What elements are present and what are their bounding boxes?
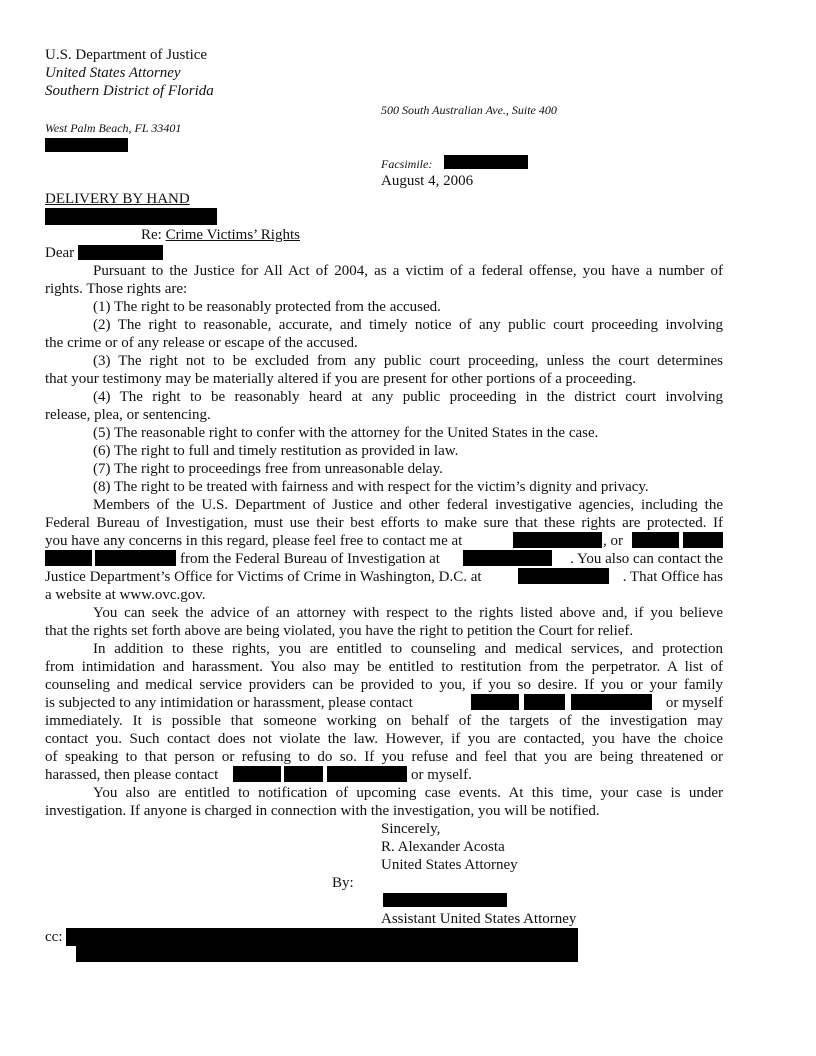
body-text: Justice Department’s Office for Victims of Crime in Washington, D.C. at [45, 569, 482, 585]
salutation [45, 244, 163, 262]
right-2-cont: the crime or of any release or escape of the accused. [45, 335, 358, 351]
right-6: (6) The right to full and timely restitution as provided in law. [93, 443, 459, 459]
redacted-phone [513, 532, 602, 548]
body-text: harassed, then please contact [45, 767, 219, 783]
re-line [141, 226, 300, 244]
body-line: from intimidation and harassment. You also may be entitled to restitution from the perpetrator. A list of [45, 659, 723, 675]
redacted-phone [518, 568, 609, 584]
letter-date: August 4, 2006 [381, 173, 474, 189]
body-line: Pursuant to the Justice for All Act of 2004, as a victim of a federal offense, you have a number of [93, 263, 723, 279]
body-text: from the Federal Bureau of Investigation at [180, 551, 440, 567]
re-subject: Crime Victims’ Rights [165, 227, 300, 243]
redacted-name [78, 245, 163, 260]
body-text: or myself. [411, 767, 472, 783]
body-line: of speaking to that person or refusing to do so. If you refuse and feel that you are being threatened or [45, 749, 723, 765]
redacted-name [524, 694, 565, 710]
facsimile-label: Facsimile: [381, 157, 433, 171]
right-4: (4) The right to be reasonably heard at any public proceeding in the district court involving [93, 389, 723, 405]
signer-title: Assistant United States Attorney [381, 911, 577, 927]
redacted-fax [444, 155, 528, 169]
closing-name: R. Alexander Acosta [381, 839, 505, 855]
redacted-name [327, 766, 407, 782]
closing-by: By: [332, 875, 354, 891]
body-text: is subjected to any intimidation or harassment, please contact [45, 695, 413, 711]
body-text: you have any concerns in this regard, please feel free to contact me at [45, 533, 463, 549]
body-line: rights. Those rights are: [45, 281, 188, 297]
redacted-name [683, 532, 723, 548]
redacted-signer [383, 893, 507, 907]
letterhead-dept: U.S. Department of Justice [45, 47, 208, 63]
body-line: In addition to these rights, you are entitled to counseling and medical services, and protection [93, 641, 723, 657]
body-line: a website at www.ovc.gov. [45, 587, 206, 603]
cc-label: cc: [45, 929, 63, 945]
closing-title: United States Attorney [381, 857, 518, 873]
right-3: (3) The right not to be excluded from any public court proceeding, unless the court determines [93, 353, 723, 369]
letterhead-district: Southern District of Florida [45, 83, 214, 99]
re-prefix: Re: [141, 227, 162, 243]
right-7: (7) The right to proceedings free from unreasonable delay. [93, 461, 443, 477]
right-4-cont: release, plea, or sentencing. [45, 407, 211, 423]
letterhead-city: West Palm Beach, FL 33401 [45, 121, 182, 135]
redacted-phone [463, 550, 552, 566]
body-line: Members of the U.S. Department of Justice and other federal investigative agencies, including the [93, 497, 723, 513]
redacted-cc-line [76, 944, 578, 962]
redacted-name [632, 532, 679, 548]
right-1: (1) The right to be reasonably protected from the accused. [93, 299, 441, 315]
body-text: . That Office has [622, 569, 723, 585]
right-8: (8) The right to be treated with fairness and with respect for the victim’s dignity and privacy. [93, 479, 649, 495]
redacted-name [571, 694, 652, 710]
body-line: You also are entitled to notification of upcoming case events. At this time, your case is under [93, 785, 723, 801]
body-line: counseling and medical service providers can be provided to you, if you so desire. If you or your family [45, 677, 723, 693]
right-2: (2) The right to reasonable, accurate, and timely notice of any public court proceeding involving [93, 317, 723, 333]
redacted-name [45, 550, 92, 566]
redacted-name [95, 550, 176, 566]
body-line: contact you. Such contact does not violate the law. However, if you are contacted, you have the choice [45, 731, 723, 747]
body-text: or myself [665, 695, 723, 711]
letterhead-office: United States Attorney [45, 65, 181, 81]
redacted-phone [45, 138, 128, 152]
redacted-recipient [45, 208, 217, 225]
closing-sincerely: Sincerely, [381, 821, 441, 837]
body-text: , or [603, 533, 623, 549]
body-line: Federal Bureau of Investigation, must use their best efforts to make sure that these rights are protected. If [45, 515, 723, 531]
salutation-word: Dear [45, 245, 75, 261]
redacted-name [471, 694, 519, 710]
redacted-name [233, 766, 281, 782]
right-5: (5) The reasonable right to confer with the attorney for the United States in the case. [93, 425, 599, 441]
body-line [45, 532, 462, 550]
body-line: investigation. If anyone is charged in connection with the investigation, you will be notified. [45, 803, 600, 819]
body-line: that the rights set forth above are being violated, you have the right to petition the Court for relief. [45, 623, 634, 639]
body-line: You can seek the advice of an attorney with respect to the rights listed above and, if you believe [93, 605, 723, 621]
delivery-method: DELIVERY BY HAND [45, 191, 190, 207]
right-3-cont: that your testimony may be materially altered if you are present for other portions of a proceeding. [45, 371, 637, 387]
body-line: immediately. It is possible that someone working on behalf of the targets of the investigation may [45, 713, 723, 729]
body-text: . You also can contact the [570, 551, 723, 567]
redacted-name [284, 766, 323, 782]
letterhead-street: 500 South Australian Ave., Suite 400 [381, 103, 557, 117]
